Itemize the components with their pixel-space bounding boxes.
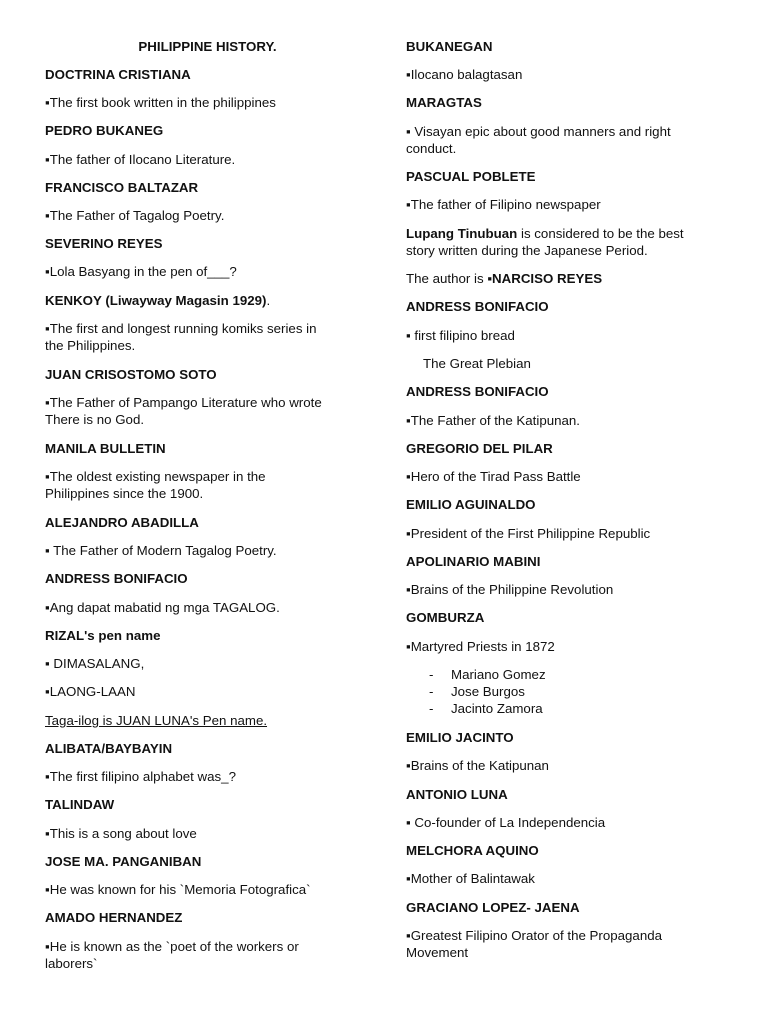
heading-abadilla: ALEJANDRO ABADILLA: [45, 515, 199, 530]
text-aguinaldo: ▪President of the First Philippine Republic: [406, 526, 651, 541]
heading-doctrina: DOCTRINA CRISTIANA: [45, 67, 191, 82]
heading-bulletin: MANILA BULLETIN: [45, 441, 166, 456]
heading-jacinto: EMILIO JACINTO: [406, 730, 514, 745]
text-bukaneg: ▪The father of Ilocano Literature.: [45, 152, 236, 167]
text-reyes: ▪Lola Basyang in the pen of___?: [45, 264, 237, 279]
text-kenkoy-2: the Philippines.: [45, 338, 136, 353]
text-maragtas-1: ▪ Visayan epic about good manners and right: [406, 124, 671, 139]
text-lupang-tinubuan-2: story written during the Japanese Period.: [406, 243, 648, 258]
heading-luna: ANTONIO LUNA: [406, 787, 508, 802]
heading-hernandez: AMADO HERNANDEZ: [45, 910, 183, 925]
text-poblete: ▪The father of Filipino newspaper: [406, 197, 601, 212]
heading-soto: JUAN CRISOSTOMO SOTO: [45, 367, 217, 382]
page-title: PHILIPPINE HISTORY.: [138, 39, 277, 54]
author-name: ▪NARCISO REYES: [487, 271, 603, 286]
text-great-plebian: The Great Plebian: [423, 356, 531, 371]
text-abadilla: ▪ The Father of Modern Tagalog Poetry.: [45, 543, 277, 558]
heading-kenkoy-bold: KENKOY (Liwayway Magasin 1929): [45, 293, 267, 308]
text-alibata: ▪The first filipino alphabet was_?: [45, 769, 236, 784]
text-dimasalang: ▪ DIMASALANG,: [45, 656, 145, 671]
text-doctrina: ▪The first book written in the philippines: [45, 95, 276, 110]
heading-aguinaldo: EMILIO AGUINALDO: [406, 497, 536, 512]
text-kenkoy-1: ▪The first and longest running komiks series in: [45, 321, 317, 336]
text-soto-1: ▪The Father of Pampango Literature who wrote: [45, 395, 322, 410]
priest-name: Jose Burgos: [451, 684, 525, 699]
heading-bonifacio-katipunan: ANDRESS BONIFACIO: [406, 384, 549, 399]
text-author: [406, 270, 731, 287]
text-hernandez-1: ▪He is known as the `poet of the workers or: [45, 939, 299, 954]
heading-reyes: SEVERINO REYES: [45, 236, 163, 251]
heading-aquino: MELCHORA AQUINO: [406, 843, 539, 858]
heading-panganiban: JOSE MA. PANGANIBAN: [45, 854, 202, 869]
heading-del-pilar: GREGORIO DEL PILAR: [406, 441, 553, 456]
list-dash: -: [429, 684, 434, 699]
text-lopez-jaena-1: ▪Greatest Filipino Orator of the Propaganda: [406, 928, 663, 943]
text-bonifacio-left: ▪Ang dapat mabatid ng mga TAGALOG.: [45, 600, 280, 615]
heading-gomburza: GOMBURZA: [406, 610, 485, 625]
text-mabini: ▪Brains of the Philippine Revolution: [406, 582, 614, 597]
text-lupang-tinubuan-1: [406, 225, 731, 242]
heading-bukaneg: PEDRO BUKANEG: [45, 123, 164, 138]
text-soto-2: There is no God.: [45, 412, 145, 427]
heading-bonifacio-left: ANDRESS BONIFACIO: [45, 571, 188, 586]
heading-talindaw: TALINDAW: [45, 797, 115, 812]
author-prefix: The author is: [406, 271, 488, 286]
text-aquino: ▪Mother of Balintawak: [406, 871, 535, 886]
text-bukanegan: ▪Ilocano balagtasan: [406, 67, 523, 82]
text-father-katipunan: ▪The Father of the Katipunan.: [406, 413, 580, 428]
text-hernandez-2: laborers`: [45, 956, 98, 971]
text-bulletin-1: ▪The oldest existing newspaper in the: [45, 469, 266, 484]
text-baltazar: ▪The Father of Tagalog Poetry.: [45, 208, 225, 223]
lupang-tinubuan-title: Lupang Tinubuan: [406, 226, 518, 241]
heading-rizal-pen-name: RIZAL's pen name: [45, 628, 161, 643]
heading-lopez-jaena: GRACIANO LOPEZ- JAENA: [406, 900, 580, 915]
heading-poblete: PASCUAL POBLETE: [406, 169, 536, 184]
text-del-pilar: ▪Hero of the Tirad Pass Battle: [406, 469, 581, 484]
list-dash: -: [429, 701, 434, 716]
heading-kenkoy: [45, 292, 370, 309]
list-dash: -: [429, 667, 434, 682]
text-panganiban: ▪He was known for his `Memoria Fotografica`: [45, 882, 311, 897]
text-lopez-jaena-2: Movement: [406, 945, 469, 960]
text-jacinto: ▪Brains of the Katipunan: [406, 758, 549, 773]
text-bulletin-2: Philippines since the 1900.: [45, 486, 204, 501]
heading-bukanegan: BUKANEGAN: [406, 39, 493, 54]
text-talindaw: ▪This is a song about love: [45, 826, 197, 841]
text-maragtas-2: conduct.: [406, 141, 457, 156]
heading-kenkoy-period: .: [266, 293, 271, 308]
priest-name: Mariano Gomez: [451, 667, 546, 682]
text-filipino-bread: ▪ first filipino bread: [406, 328, 515, 343]
heading-alibata: ALIBATA/BAYBAYIN: [45, 741, 173, 756]
text-gomburza: ▪Martyred Priests in 1872: [406, 639, 555, 654]
text-laong-laan: ▪LAONG-LAAN: [45, 684, 136, 699]
text-luna: ▪ Co-founder of La Independencia: [406, 815, 606, 830]
text-taga-ilog: Taga-ilog is JUAN LUNA's Pen name.: [45, 713, 268, 728]
heading-maragtas: MARAGTAS: [406, 95, 482, 110]
lupang-tinubuan-rest: is considered to be the best: [517, 226, 684, 241]
heading-mabini: APOLINARIO MABINI: [406, 554, 541, 569]
heading-baltazar: FRANCISCO BALTAZAR: [45, 180, 199, 195]
priest-name: Jacinto Zamora: [451, 701, 543, 716]
heading-bonifacio-bread: ANDRESS BONIFACIO: [406, 299, 549, 314]
